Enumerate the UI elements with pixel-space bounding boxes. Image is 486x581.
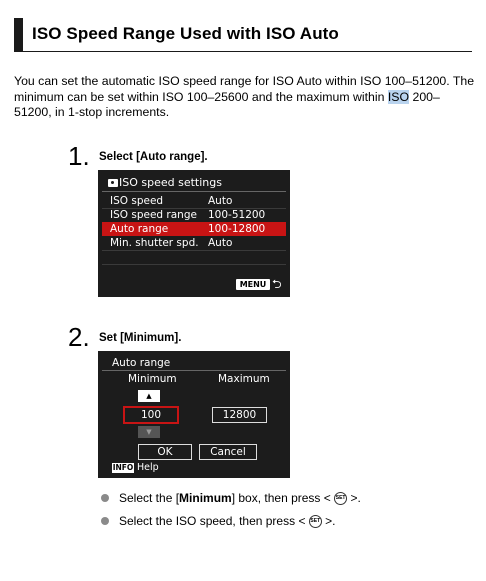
heading-rule (14, 51, 472, 52)
menu-button[interactable]: MENU (236, 279, 270, 290)
auto-range-title: Auto range (112, 357, 171, 369)
info-button[interactable]: INFO (112, 463, 134, 472)
iso-settings-screen (98, 170, 290, 297)
step-2-text: Set [Minimum]. (99, 332, 182, 344)
bullet-text: Select the ISO speed, then press < SET >. (119, 514, 336, 528)
intro-text-1: You can set the automatic ISO speed range for ISO Auto within ISO 100–51200. The minimum can be set within ISO 100–25600 and the maximum within (14, 74, 475, 104)
row-label: ISO speed (110, 195, 164, 207)
step-1-text: Select [Auto range]. (99, 151, 208, 163)
camera-icon (108, 179, 118, 187)
row-value: Auto (208, 195, 233, 207)
intro-paragraph (14, 74, 476, 121)
section-heading (14, 18, 472, 52)
ok-button[interactable]: OK (138, 444, 192, 460)
row-separator (102, 264, 286, 265)
minimum-value-box[interactable]: 100 (123, 406, 179, 424)
intro-text-2: 200–51200, in 1-stop increments. (14, 89, 440, 119)
row-value: Auto (208, 237, 233, 249)
row-label: Auto range (110, 223, 169, 235)
row-label: ISO speed range (110, 209, 197, 221)
heading-bar (14, 18, 23, 52)
bullet-text: Select the [Minimum] box, then press < SET >. (119, 491, 361, 505)
screen-divider (102, 370, 286, 371)
menu-row-iso-speed-range[interactable] (102, 208, 286, 222)
cancel-button[interactable]: Cancel (199, 444, 257, 460)
row-value: 100-51200 (208, 209, 266, 221)
maximum-label: Maximum (218, 373, 270, 385)
decrease-arrow-icon[interactable]: ▼ (138, 426, 160, 438)
menu-row-iso-speed[interactable] (102, 194, 286, 208)
increase-arrow-icon[interactable]: ▲ (138, 390, 160, 402)
auto-range-screen (98, 351, 290, 478)
return-arrow-icon: ⮌ (272, 277, 282, 291)
row-label: Min. shutter spd. (110, 237, 199, 249)
set-button-icon: SET (309, 515, 322, 528)
intro-highlight: ISO (387, 89, 410, 104)
menu-row-min-shutter[interactable] (102, 236, 286, 250)
iso-settings-title: ISO speed settings (108, 176, 222, 189)
menu-row-auto-range[interactable] (102, 222, 286, 236)
set-button-icon: SET (334, 492, 347, 505)
minimum-label: Minimum (128, 373, 177, 385)
page-title: ISO Speed Range Used with ISO Auto (32, 24, 339, 43)
step-1-number: 1. (68, 141, 90, 171)
step-2-number: 2. (68, 322, 90, 352)
maximum-value-box[interactable]: 12800 (212, 407, 267, 423)
row-value: 100-12800 (208, 223, 266, 235)
bullet-icon (101, 494, 109, 502)
row-separator (102, 250, 286, 251)
screen-divider (102, 191, 286, 192)
bullet-icon (101, 517, 109, 525)
help-label: Help (137, 462, 159, 473)
